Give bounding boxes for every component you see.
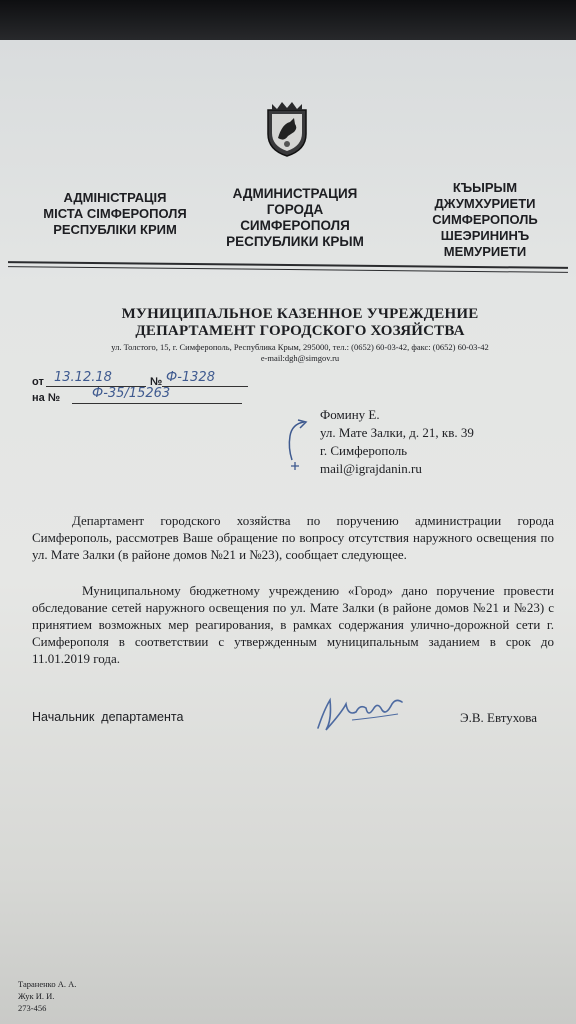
header-right-line: ШЕЭРИНИНЪ <box>440 228 530 243</box>
executor-block <box>18 978 76 1014</box>
letter-date: 13.12.18 <box>54 370 112 385</box>
reply-number: Ф-35/15263 <box>92 386 171 401</box>
header-center-line: АДМИНИСТРАЦИЯ <box>232 186 358 201</box>
header-right-line: КЪЫРЫМ <box>452 180 518 195</box>
signatory-position: Начальник департамента <box>32 710 184 724</box>
reply-underline <box>72 403 242 404</box>
body-paragraph-1: Департамент городского хозяйства по поручению администрации города Симферополь, рассмотрев Ваше обращение по вопросу отсутствия наружного освещения по ул. Мате Залки (в районе домов №21 и №23), сообщает следующее. <box>32 513 554 562</box>
executor-phone: 273-456 <box>18 1003 47 1013</box>
body-paragraph-2: Муниципальному бюджетному учреждению «Город» дано поручение провести обследование сетей наружного освещения по ул. Мате Залки (в районе домов №21 и №23) с принятием возможных мер реагирования, в рамках содержания улично-дорожной сети г. Симферополя в соответствии с утвержденным муниципальным заданием в срок до 11.01.2019 года. <box>32 583 554 666</box>
header-left-block <box>30 190 200 238</box>
reference-block <box>32 372 262 412</box>
photo-background-top <box>0 0 576 44</box>
header-center-block <box>210 186 380 250</box>
header-center-line: РЕСПУБЛИКИ КРЫМ <box>226 234 364 249</box>
org-contacts <box>40 342 560 364</box>
header-center-line: ГОРОДА <box>266 202 324 217</box>
date-label: от <box>32 376 44 388</box>
number-label: № <box>150 376 163 388</box>
letter-number: Ф-1328 <box>166 370 215 385</box>
org-address: ул. Толстого, 15, г. Симферополь, Республика Крым, 295000, тел.: (0652) 60-03-42, факс: (0652) 60-03-42 <box>111 342 489 352</box>
recipient-street: ул. Мате Залки, д. 21, кв. 39 <box>320 425 474 440</box>
header-right-block <box>405 180 565 260</box>
header-right-line: МЕМУРИЕТИ <box>443 244 527 259</box>
recipient-email: mail@igrajdanin.ru <box>320 461 422 476</box>
recipient-name: Фомину Е. <box>320 407 380 422</box>
executor-line: Жук И. И. <box>18 991 55 1001</box>
handwritten-signature <box>312 690 408 734</box>
recipient-city: г. Симферополь <box>320 443 408 458</box>
header-right-line: СИМФЕРОПОЛЬ <box>432 212 538 227</box>
crimea-coat-of-arms-icon <box>264 100 310 158</box>
org-title-line: МУНИЦИПАЛЬНОЕ КАЗЕННОЕ УЧРЕЖДЕНИЕ <box>121 306 479 322</box>
org-title <box>40 306 560 340</box>
org-email: e-mail:dgh@simgov.ru <box>260 353 340 363</box>
header-left-line: РЕСПУБЛІКИ КРИМ <box>53 222 177 237</box>
header-left-line: МІСТА СІМФЕРОПОЛЯ <box>43 206 187 221</box>
header-left-line: АДМІНІСТРАЦІЯ <box>63 190 167 205</box>
recipient-bracket-mark <box>284 416 314 474</box>
signatory-name: Э.В. Евтухова <box>460 710 538 725</box>
number-underline <box>162 386 248 387</box>
reply-label: на № <box>32 392 61 404</box>
org-title-line: ДЕПАРТАМЕНТ ГОРОДСКОГО ХОЗЯЙСТВА <box>135 323 465 339</box>
recipient-block <box>320 406 560 478</box>
executor-line: Тараненко А. А. <box>18 979 77 989</box>
letter-page <box>0 40 576 1024</box>
header-center-line: СИМФЕРОПОЛЯ <box>240 218 350 233</box>
header-right-line: ДЖУМХУРИЕТИ <box>434 196 536 211</box>
